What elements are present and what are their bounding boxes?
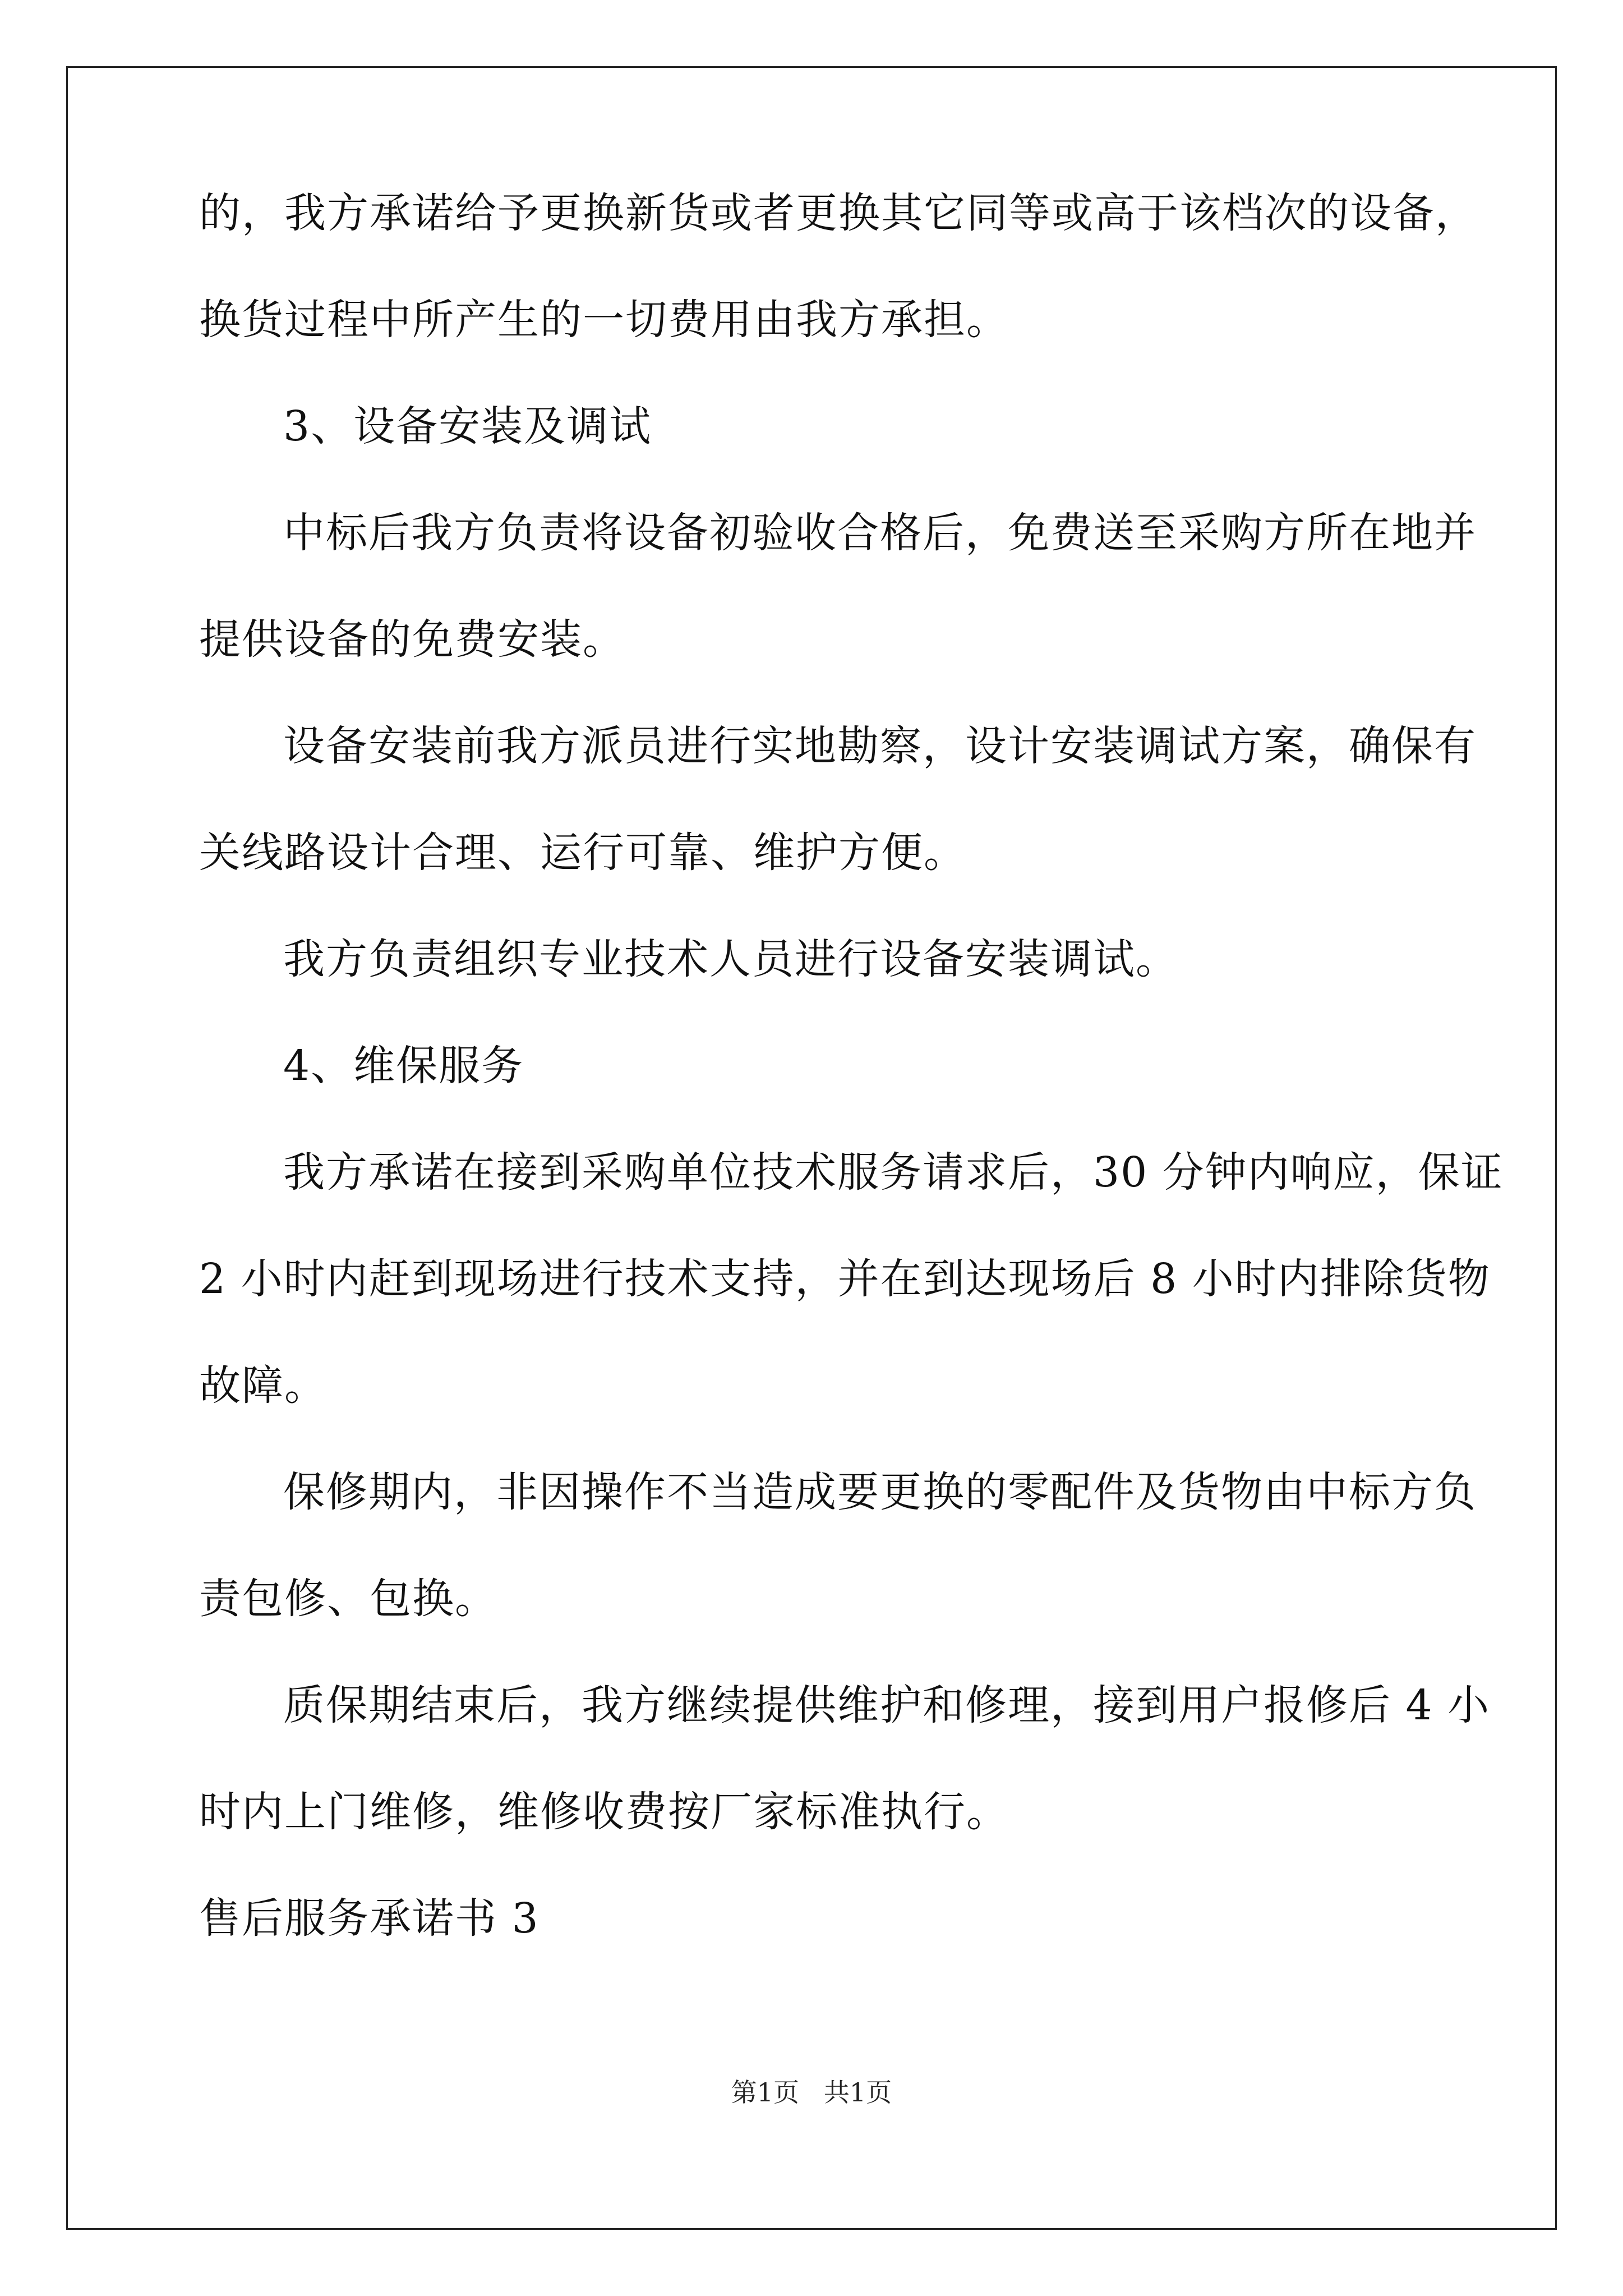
paragraph-line: 责包修、包换。 — [199, 1575, 497, 1623]
paragraph-line: 提供设备的免费安装。 — [199, 615, 625, 664]
paragraph-line: 2 小时内赶到现场进行技术支持，并在到达现场后 8 小时内排除货物 — [199, 1255, 1491, 1303]
paragraph-line: 我方承诺在接到采购单位技术服务请求后，30 分钟内响应，保证 — [283, 1148, 1504, 1197]
document-title: 售后服务承诺书 3 — [199, 1894, 540, 1943]
section-heading: 3、设备安装及调试 — [283, 402, 652, 450]
paragraph-line: 关线路设计合理、运行可靠、维护方便。 — [199, 829, 966, 877]
paragraph-line: 设备安装前我方派员进行实地勘察，设计安装调试方案，确保有 — [283, 722, 1477, 770]
page-footer: 第1页 共1页 — [731, 2077, 892, 2108]
paragraph-line: 的，我方承诺给予更换新货或者更换其它同等或高于该档次的设备， — [199, 189, 1478, 237]
paragraph-line: 我方负责组织专业技术人员进行设备安装调试。 — [283, 935, 1178, 983]
section-heading: 4、维保服务 — [283, 1042, 524, 1090]
paragraph-line: 时内上门维修，维修收费按厂家标准执行。 — [199, 1788, 1009, 1836]
paragraph-line: 换货过程中所产生的一切费用由我方承担。 — [199, 296, 1009, 344]
document-body — [199, 185, 1504, 1997]
paragraph-line: 保修期内，非因操作不当造成要更换的零配件及货物由中标方负 — [283, 1468, 1477, 1516]
paragraph-line: 质保期结束后，我方继续提供维护和修理，接到用户报修后 4 小 — [283, 1681, 1491, 1729]
paragraph-line: 故障。 — [199, 1361, 327, 1410]
paragraph-line: 中标后我方负责将设备初验收合格后，免费送至采购方所在地并 — [283, 509, 1477, 557]
